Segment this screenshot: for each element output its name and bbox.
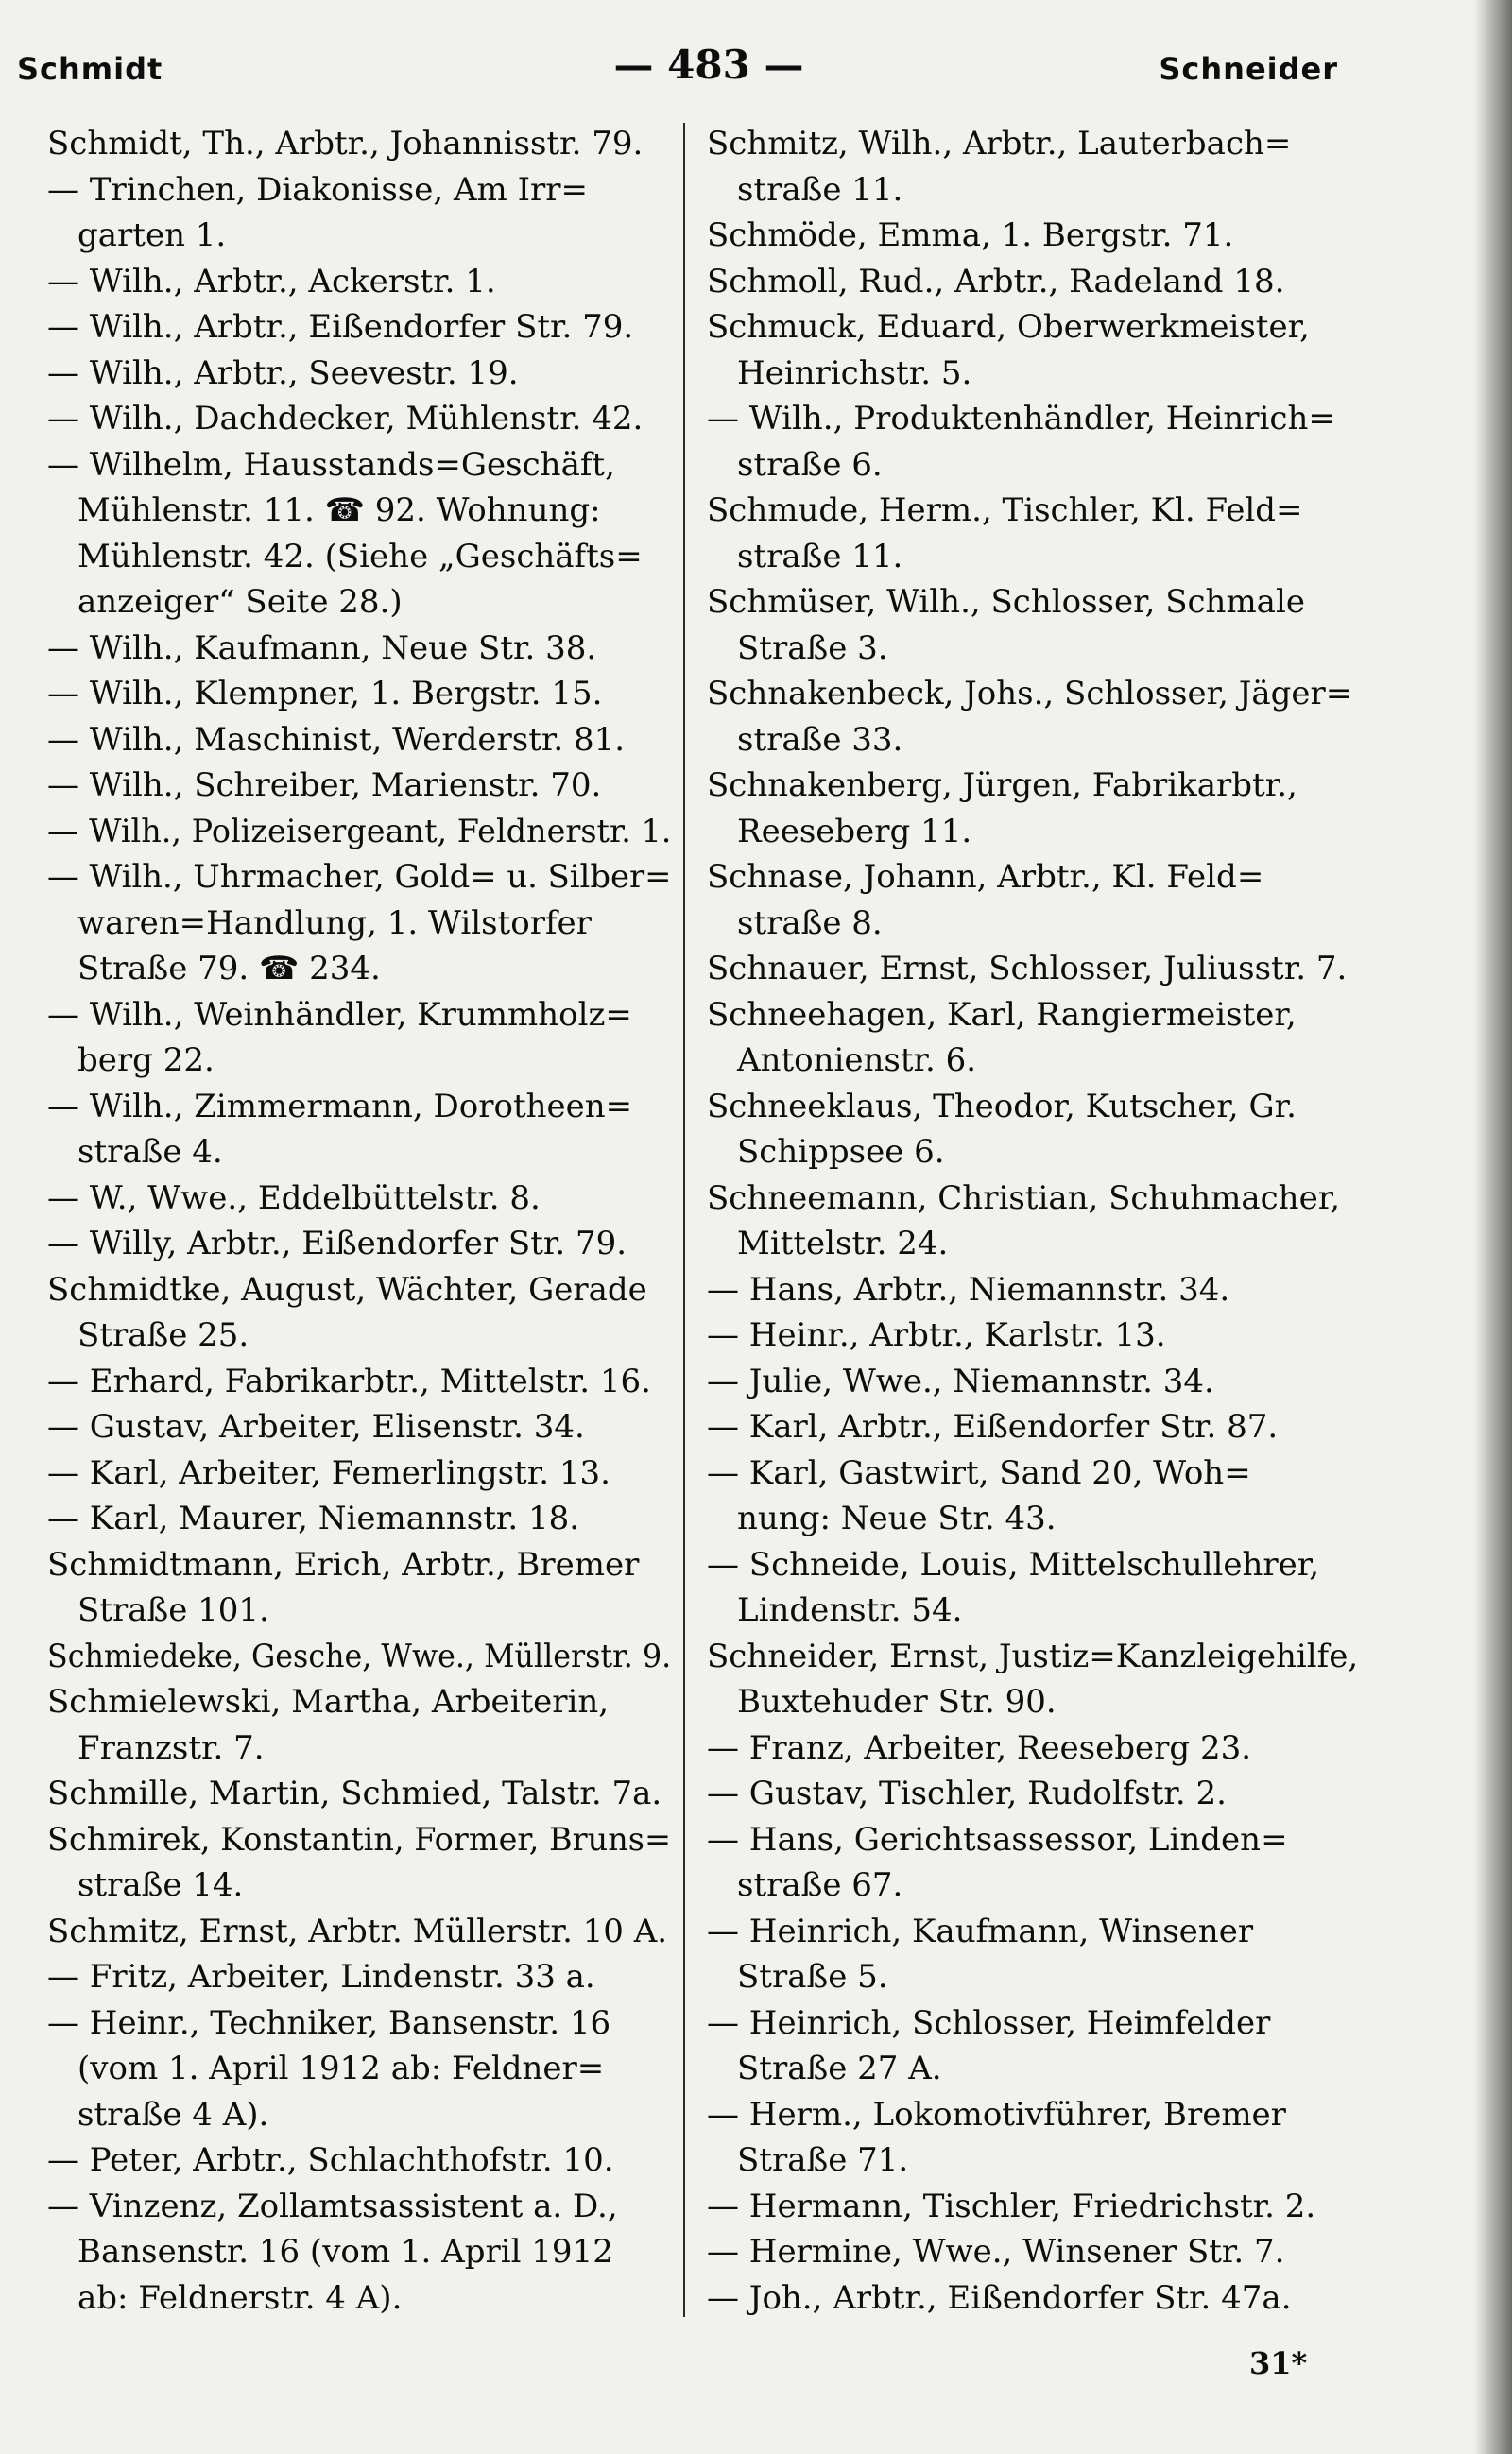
signature-mark: 31* (1249, 2345, 1308, 2381)
directory-entry-line: Schmidtke, August, Wächter, Gerade (47, 1270, 647, 1309)
page-header (0, 38, 1512, 94)
directory-entry-line: — Karl, Gastwirt, Sand 20, Woh= (707, 1453, 1251, 1492)
directory-entry-line: straße 11. (737, 537, 903, 575)
directory-entry-line: — Fritz, Arbeiter, Lindenstr. 33 a. (47, 1958, 595, 1996)
directory-entry-line: Straße 71. (737, 2141, 909, 2179)
directory-entry-line: Schmoll, Rud., Arbtr., Radeland 18. (707, 262, 1285, 300)
directory-entry-line: — Herm., Lokomotivführer, Bremer (707, 2095, 1286, 2134)
directory-entry-line: — Heinrich, Kaufmann, Winsener (707, 1912, 1254, 1950)
header-left-keyword: Schmidt (17, 51, 163, 87)
directory-entry-line: Lindenstr. 54. (737, 1591, 963, 1629)
directory-entry-line: — Peter, Arbtr., Schlachthofstr. 10. (47, 2141, 614, 2179)
directory-entry-line: — Wilh., Arbtr., Ackerstr. 1. (47, 262, 496, 300)
directory-entry-line: Schmitz, Wilh., Arbtr., Lauterbach= (707, 125, 1292, 163)
directory-entry-line: — Wilh., Arbtr., Eißendorfer Str. 79. (47, 308, 634, 346)
directory-entry-line: Schmüser, Wilh., Schlosser, Schmale (707, 583, 1305, 621)
directory-entry-line: — Gustav, Arbeiter, Elisenstr. 34. (47, 1408, 585, 1446)
directory-entry-line: Straße 25. (77, 1316, 249, 1354)
directory-entry-line: Straße 79. ☎ 234. (77, 950, 381, 987)
directory-entry-line: — Heinr., Techniker, Bansenstr. 16 (47, 2003, 611, 2042)
directory-entry-line: straße 4. (77, 1133, 223, 1171)
directory-entry-line: straße 33. (737, 720, 903, 759)
directory-entry-line: garten 1. (77, 216, 227, 254)
directory-entry-line: — Wilh., Polizeisergeant, Feldnerstr. 1. (47, 812, 671, 850)
page-edge-shadow (1474, 0, 1512, 2454)
directory-entry-line: — W., Wwe., Eddelbüttelstr. 8. (47, 1178, 541, 1217)
directory-entry-line: Schmiedeke, Gesche, Wwe., Müllerstr. 9. (47, 1637, 671, 1675)
directory-entry-line: nung: Neue Str. 43. (737, 1500, 1057, 1537)
directory-entry-line: Mittelstr. 24. (737, 1225, 949, 1262)
directory-entry-line: Schmirek, Konstantin, Former, Bruns= (47, 1820, 671, 1859)
directory-entry-line: Schmidtmann, Erich, Arbtr., Bremer (47, 1545, 640, 1584)
directory-entry-line: Schneeklaus, Theodor, Kutscher, Gr. (707, 1087, 1297, 1125)
directory-entry-line: Schnakenberg, Jürgen, Fabrikarbtr., (707, 766, 1297, 804)
directory-entry-line: Schmude, Herm., Tischler, Kl. Feld= (707, 491, 1303, 529)
directory-entry-line: Mühlenstr. 11. ☎ 92. Wohnung: (77, 491, 601, 529)
directory-entry-line: — Wilh., Uhrmacher, Gold= u. Silber= (47, 858, 671, 896)
directory-entry-line: Franzstr. 7. (77, 1728, 265, 1767)
directory-entry-line: Schmitz, Ernst, Arbtr. Müllerstr. 10 A. (47, 1912, 668, 1950)
directory-entry-line: — Schneide, Louis, Mittelschullehrer, (707, 1545, 1320, 1584)
directory-entry-line: (vom 1. April 1912 ab: Feldner= (77, 2050, 605, 2087)
directory-entry-line: Schmille, Martin, Schmied, Talstr. 7a. (47, 1775, 662, 1812)
directory-entry-line: Bansenstr. 16 (vom 1. April 1912 (77, 2233, 613, 2271)
directory-entry-line: Schmöde, Emma, 1. Bergstr. 71. (707, 216, 1234, 254)
directory-entry-line: Straße 27 A. (737, 2050, 942, 2087)
directory-entry-line: Mühlenstr. 42. (Siehe „Geschäfts= (77, 537, 643, 575)
column-divider (683, 123, 685, 2317)
directory-entry-line: Schneider, Ernst, Justiz=Kanzleigehilfe, (707, 1637, 1359, 1675)
directory-entry-line: — Hans, Gerichtsassessor, Linden= (707, 1820, 1288, 1859)
directory-entry-line: — Hermann, Tischler, Friedrichstr. 2. (707, 2187, 1316, 2225)
directory-entry-line: Schnauer, Ernst, Schlosser, Juliusstr. 7. (707, 950, 1348, 987)
directory-entry-line: — Wilhelm, Hausstands=Geschäft, (47, 445, 615, 484)
directory-entry-line: Schmidt, Th., Arbtr., Johannisstr. 79. (47, 125, 644, 163)
directory-entry-line: — Wilh., Kaufmann, Neue Str. 38. (47, 628, 597, 667)
directory-entry-line: straße 67. (737, 1866, 903, 1904)
directory-entry-line: Schmuck, Eduard, Oberwerkmeister, (707, 308, 1310, 346)
directory-entry-line: Schnase, Johann, Arbtr., Kl. Feld= (707, 858, 1264, 896)
directory-entry-line: Straße 101. (77, 1591, 269, 1629)
directory-entry-line: Straße 3. (737, 628, 888, 667)
directory-entry-line: straße 6. (737, 445, 883, 484)
header-right-keyword: Schneider (1159, 51, 1338, 87)
directory-entry-line: Straße 5. (737, 1958, 888, 1996)
left-column (47, 121, 671, 2321)
directory-entry-line: — Trinchen, Diakonisse, Am Irr= (47, 170, 588, 209)
directory-entry-line: — Wilh., Zimmermann, Dorotheen= (47, 1087, 633, 1125)
directory-entry-line: — Karl, Arbtr., Eißendorfer Str. 87. (707, 1408, 1279, 1446)
directory-entry-line: Schippsee 6. (737, 1133, 945, 1171)
directory-entry-line: Schnakenbeck, Johs., Schlosser, Jäger= (707, 675, 1353, 712)
directory-entry-line: straße 11. (737, 170, 903, 209)
right-column (707, 121, 1383, 2321)
page-number: — 483 — (613, 42, 804, 88)
directory-entry-line: — Heinrich, Schlosser, Heimfelder (707, 2003, 1271, 2042)
directory-entry-line: — Wilh., Weinhändler, Krummholz= (47, 995, 632, 1034)
directory-entry-line: — Joh., Arbtr., Eißendorfer Str. 47a. (707, 2278, 1292, 2317)
directory-entry-line: waren=Handlung, 1. Wilstorfer (77, 903, 592, 942)
directory-entry-line: straße 4 A). (77, 2095, 269, 2134)
directory-entry-line: — Heinr., Arbtr., Karlstr. 13. (707, 1316, 1166, 1354)
directory-entry-line: Heinrichstr. 5. (737, 353, 972, 392)
directory-entry-line: — Wilh., Produktenhändler, Heinrich= (707, 400, 1335, 438)
directory-entry-line: — Karl, Maurer, Niemannstr. 18. (47, 1500, 580, 1537)
directory-entry-line: — Franz, Arbeiter, Reeseberg 23. (707, 1728, 1252, 1767)
directory-entry-line: Antonienstr. 6. (737, 1041, 977, 1079)
directory-entry-line: Schneemann, Christian, Schuhmacher, (707, 1178, 1341, 1217)
directory-entry-line: straße 8. (737, 903, 883, 942)
directory-entry-line: berg 22. (77, 1041, 215, 1079)
directory-entry-line: — Julie, Wwe., Niemannstr. 34. (707, 1362, 1214, 1400)
directory-entry-line: Schneehagen, Karl, Rangiermeister, (707, 995, 1297, 1034)
directory-entry-line: — Hans, Arbtr., Niemannstr. 34. (707, 1270, 1230, 1309)
directory-entry-line: — Wilh., Arbtr., Seevestr. 19. (47, 353, 519, 392)
directory-entry-line: — Vinzenz, Zollamtsassistent a. D., (47, 2187, 618, 2225)
directory-entry-line: — Hermine, Wwe., Winsener Str. 7. (707, 2233, 1285, 2271)
directory-entry-line: — Gustav, Tischler, Rudolfstr. 2. (707, 1775, 1227, 1812)
directory-entry-line: — Willy, Arbtr., Eißendorfer Str. 79. (47, 1225, 627, 1262)
directory-entry-line: — Wilh., Klempner, 1. Bergstr. 15. (47, 675, 603, 712)
directory-entry-line: — Erhard, Fabrikarbtr., Mittelstr. 16. (47, 1362, 651, 1400)
directory-entry-line: — Wilh., Dachdecker, Mühlenstr. 42. (47, 400, 644, 438)
directory-entry-line: — Wilh., Schreiber, Marienstr. 70. (47, 766, 602, 804)
directory-entry-line: — Karl, Arbeiter, Femerlingstr. 13. (47, 1453, 610, 1492)
directory-entry-line: ab: Feldnerstr. 4 A). (77, 2278, 403, 2317)
directory-entry-line: Buxtehuder Str. 90. (737, 1683, 1057, 1721)
directory-entry-line: straße 14. (77, 1866, 244, 1904)
directory-entry-line: — Wilh., Maschinist, Werderstr. 81. (47, 720, 626, 759)
directory-entry-line: anzeiger“ Seite 28.) (77, 583, 403, 621)
directory-entry-line: Reeseberg 11. (737, 812, 972, 850)
directory-entry-line: Schmielewski, Martha, Arbeiterin, (47, 1683, 610, 1721)
